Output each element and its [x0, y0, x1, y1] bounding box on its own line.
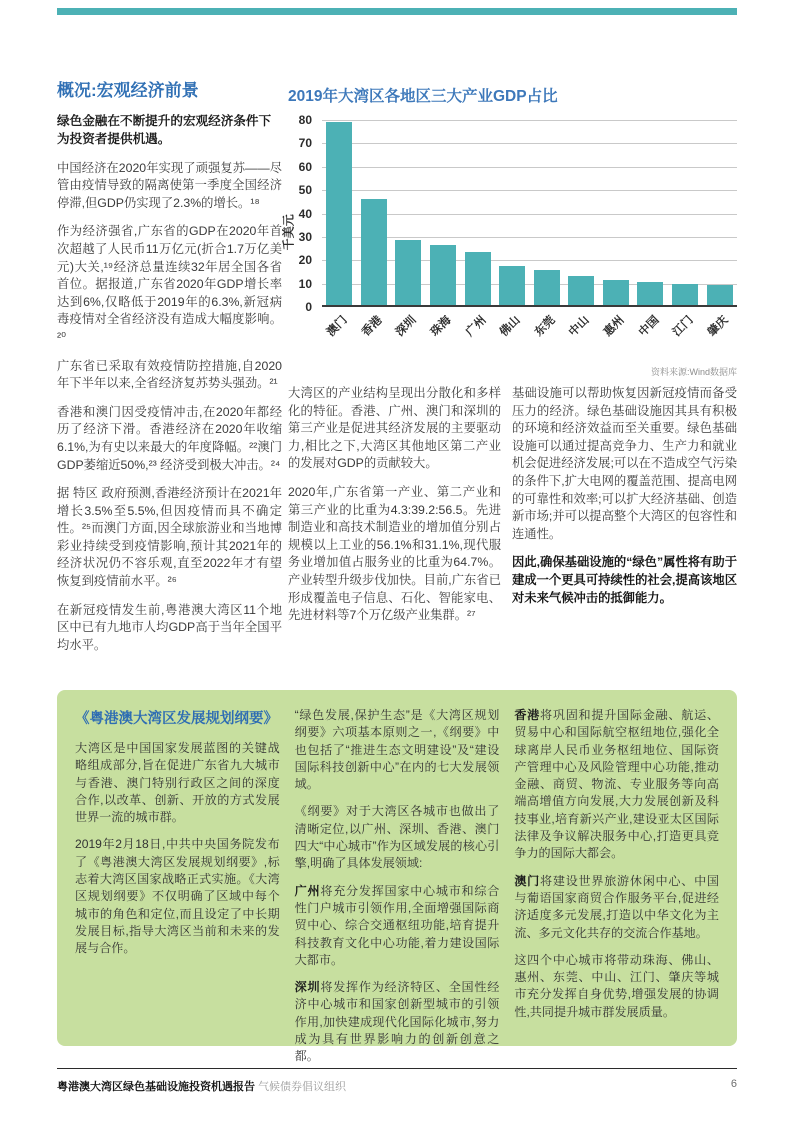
gdp-bar-chart — [281, 84, 737, 378]
bold-conclusion-paragraph: 因此,确保基础设施的“绿色”属性将有助于建成一个更具可持续性的社会,提高该地区对未来气候冲击的抵御能力。 — [512, 555, 737, 605]
x-tick-label: 深圳 — [394, 314, 420, 339]
paragraph: 大湾区的产业结构呈现出分散化和多样化的特征。香港、广州、澳门和深圳的第三产业是促进其经济发展的主要驱动力,相比之下,大湾区其他地区第二产业的发展对GDP的贡献较大。 — [288, 386, 501, 471]
city-name: 深圳 — [294, 980, 321, 995]
bar-slot — [391, 120, 426, 305]
city-paragraph — [295, 883, 500, 969]
footer-left — [57, 1078, 346, 1094]
paragraph: 《纲要》对于大湾区各城市也做出了清晰定位,以广州、深圳、香港、澳门四大“中心城市”作为区域发展的核心引擎,明确了具体发展领域: — [294, 804, 500, 871]
bar-slot — [529, 120, 564, 305]
bar-slot — [633, 120, 668, 305]
city-name: 广州 — [294, 883, 321, 898]
footer — [57, 1078, 737, 1094]
chart-plot — [281, 113, 737, 314]
chart-bar — [534, 270, 560, 305]
paragraph: 广东省已采取有效疫情防控措施,自2020年下半年以来,全省经济复苏势头强劲。²¹ — [57, 358, 282, 391]
y-tick-label: 60 — [298, 159, 312, 174]
bar-slot — [495, 120, 530, 305]
paragraph: 大湾区是中国国家发展蓝图的关键战略组成部分,旨在促进广东省九大城市与香港、澳门特别行政区之间的深度合作,以改革、创新、开放的方式发展世界一流的城市群。 — [75, 741, 280, 825]
chart-bar — [603, 280, 629, 305]
x-tick-label: 澳门 — [325, 314, 350, 339]
y-tick-label: 80 — [298, 113, 312, 127]
bar-slot — [426, 120, 461, 305]
y-tick-label: 70 — [298, 136, 312, 151]
chart-bar — [395, 240, 421, 305]
mid-column-right — [512, 385, 737, 619]
city-text: 将巩固和提升国际金融、航运、贸易中心和国际航空枢纽地位,强化全球离岸人民币业务枢纽地位、国际资产管理中心及风险管理中心功能,推动金融、商贸、物流、专业服务等向高端高增值方向发展,大力发展创新及科技事业,培育新兴产业,建设亚太区国际法律及争议解决服务中心,打造更具竞争力的国际大都会。 — [514, 708, 720, 861]
footer-rule — [57, 1068, 737, 1069]
top-accent-bar — [57, 8, 737, 15]
lead-paragraph: 绿色金融在不断提升的宏观经济条件下为投资者提供机遇。 — [57, 114, 272, 146]
city-text: 将发挥作为经济特区、全国性经济中心城市和国家创新型城市的引领作用,加快建成现代化国际化城市,努力成为具有世界影响力的创新创意之都。 — [294, 980, 500, 1064]
bar-slot — [357, 120, 392, 305]
footer-report-title: 粤港澳大湾区绿色基础设施投资机遇报告 — [57, 1081, 255, 1093]
paragraph: 2019年2月18日,中共中央国务院发布了《粤港澳大湾区发展规划纲要》,标志着大湾区国家战略正式实施。《大湾区规划纲要》不仅明确了区域中每个城市的角色和定位,而且设定了中长期发展目标,指导大湾区当前和未来的发展与合作。 — [75, 837, 280, 956]
x-axis-labels — [322, 307, 737, 351]
bar-slot — [702, 120, 737, 305]
y-tick-label: 40 — [298, 206, 312, 221]
chart-bar — [361, 199, 387, 305]
paragraph: 在新冠疫情发生前,粤港澳大湾区11个地区中已有九地市人均GDP高于当年全国平均水平。 — [57, 602, 282, 652]
paragraph: “绿色发展,保护生态”是《大湾区规划纲要》六项基本原则之一,《纲要》中也包括了“推进生态文明建设”及“建设国际科技创新中心”在内的七大发展领域。 — [294, 708, 500, 792]
x-tick-label: 广州 — [463, 314, 489, 339]
chart-bars — [322, 120, 737, 305]
bar-slot — [564, 120, 599, 305]
page-number: 6 — [730, 1078, 737, 1090]
chart-bar — [430, 245, 456, 305]
bar-slot — [599, 120, 634, 305]
paragraph: 作为经济强省,广东省的GDP在2020年首次超越了人民币11万亿元(折合1.7万亿美元)大关,¹⁹经济总量连续32年居全国各省首位。据报道,广东省2020年GDP增长率达到6%,仅略低于2019年的6.3%,新冠病毒疫情对全省经济没有造成大幅度影响。²⁰ — [57, 224, 282, 344]
x-tick-label: 东莞 — [532, 314, 558, 339]
box-column-2 — [294, 707, 500, 1064]
box-column-3 — [514, 707, 719, 1032]
y-tick-label: 10 — [298, 276, 312, 291]
x-tick-label: 惠州 — [601, 314, 627, 339]
chart-bar — [465, 252, 491, 305]
chart-source: 资料来源:Wind数据库 — [650, 367, 737, 377]
left-column — [57, 76, 282, 665]
x-tick-label: 中山 — [567, 314, 592, 339]
city-name: 香港 — [514, 708, 541, 722]
chart-bar — [672, 284, 698, 305]
x-tick-label: 香港 — [359, 314, 385, 339]
chart-bar — [499, 266, 525, 305]
chart-bar — [568, 276, 594, 305]
paragraph: 中国经济在2020年实现了顽强复苏——尽管由疫情导致的隔离使第一季度全国经济停滞,但GDP仍实现了2.3%的增长。¹⁸ — [57, 160, 282, 210]
box-column-1 — [75, 707, 280, 1032]
y-axis-title: 千美元 — [281, 213, 296, 250]
paragraph: 2020年,广东省第一产业、第二产业和第三产业的比重为4.3:39.2:56.5。先进制造业和高技术制造业的增加值分别占规模以上工业的56.1%和31.1%,现代服务业增加值占服务业的比重为64.7%。产业转型升级步伐加快。目前,广东省已形成覆盖电子信息、石化、智能家电、先进材料等7个万亿级产业集群。²⁷ — [288, 484, 501, 623]
x-tick-label: 江门 — [670, 314, 696, 339]
chart-bar — [637, 282, 663, 305]
x-tick-label: 珠海 — [428, 314, 454, 339]
city-text: 将建设世界旅游休闲中心、中国与葡语国家商贸合作服务平台,促进经济适度多元发展,打造以中华文化为主流、多元文化共存的交流合作基地。 — [514, 873, 720, 940]
city-paragraph — [514, 707, 719, 863]
y-tick-label: 50 — [298, 183, 312, 198]
city-text: 将充分发挥国家中心城市和综合性门户城市引领作用,全面增强国际商贸中心、综合交通枢纽功能,培育提升科技教育文化中心功能,着力建设国际大都市。 — [294, 883, 500, 967]
paragraph: 香港和澳门因受疫情冲击,在2020年都经历了经济下滑。香港经济在2020年收缩6.1%,为有史以来最大的年度降幅。²²澳门GDP萎缩近50%,²³ 经济受到极大冲击。²⁴ — [57, 404, 282, 472]
paragraph: 这四个中心城市将带动珠海、佛山、惠州、东莞、中山、江门、肇庆等城市充分发挥自身优势,增强发展的协调性,共同提升城市群发展质量。 — [514, 952, 720, 1019]
x-tick-label: 肇庆 — [705, 314, 731, 339]
mid-column-left — [288, 385, 501, 636]
box-title: 《粤港澳大湾区发展规划纲要》 — [75, 711, 278, 727]
y-tick-label: 0 — [305, 300, 312, 314]
plan-outline-box — [57, 690, 737, 1064]
chart-bar — [707, 285, 733, 305]
bar-slot — [460, 120, 495, 305]
section-heading: 概况:宏观经济前景 — [57, 81, 199, 100]
bar-slot — [668, 120, 703, 305]
paragraph: 基础设施可以帮助恢复因新冠疫情而备受压力的经济。绿色基础设施因其具有积极的环境和经济效益而至关重要。绿色基础设施可以通过提高竞争力、生产力和就业机会促进经济发展;可以在不造成空气污染的条件下,扩大电网的覆盖范围、提高电网的可靠性和效率;可以扩大经济基础、创造新市场;并可以提高整个大湾区的包容性和连通性。 — [512, 386, 737, 541]
city-name: 澳门 — [514, 873, 541, 888]
footer-org: 气候债券倡议组织 — [258, 1081, 347, 1093]
city-paragraph — [295, 979, 500, 1065]
x-tick-label: 佛山 — [498, 314, 523, 339]
chart-bar — [326, 122, 352, 305]
y-axis-ticks — [288, 113, 316, 314]
city-paragraph — [514, 873, 719, 942]
y-tick-label: 30 — [298, 229, 312, 244]
y-tick-label: 20 — [298, 253, 312, 268]
chart-title: 2019年大湾区各地区三大产业GDP占比 — [288, 88, 558, 105]
x-tick-label: 中国 — [636, 314, 662, 339]
paragraph: 据 特区 政府预测,香港经济预计在2021年增长3.5%至5.5%,但因疫情而具不确定性。²⁵而澳门方面,因全球旅游业和当地博彩业持续受到疫情影响,预计其2021年的经济状况仍不容乐观,直至2022年才有望恢复到疫情前水平。²⁶ — [57, 486, 282, 589]
bar-slot — [322, 120, 357, 305]
